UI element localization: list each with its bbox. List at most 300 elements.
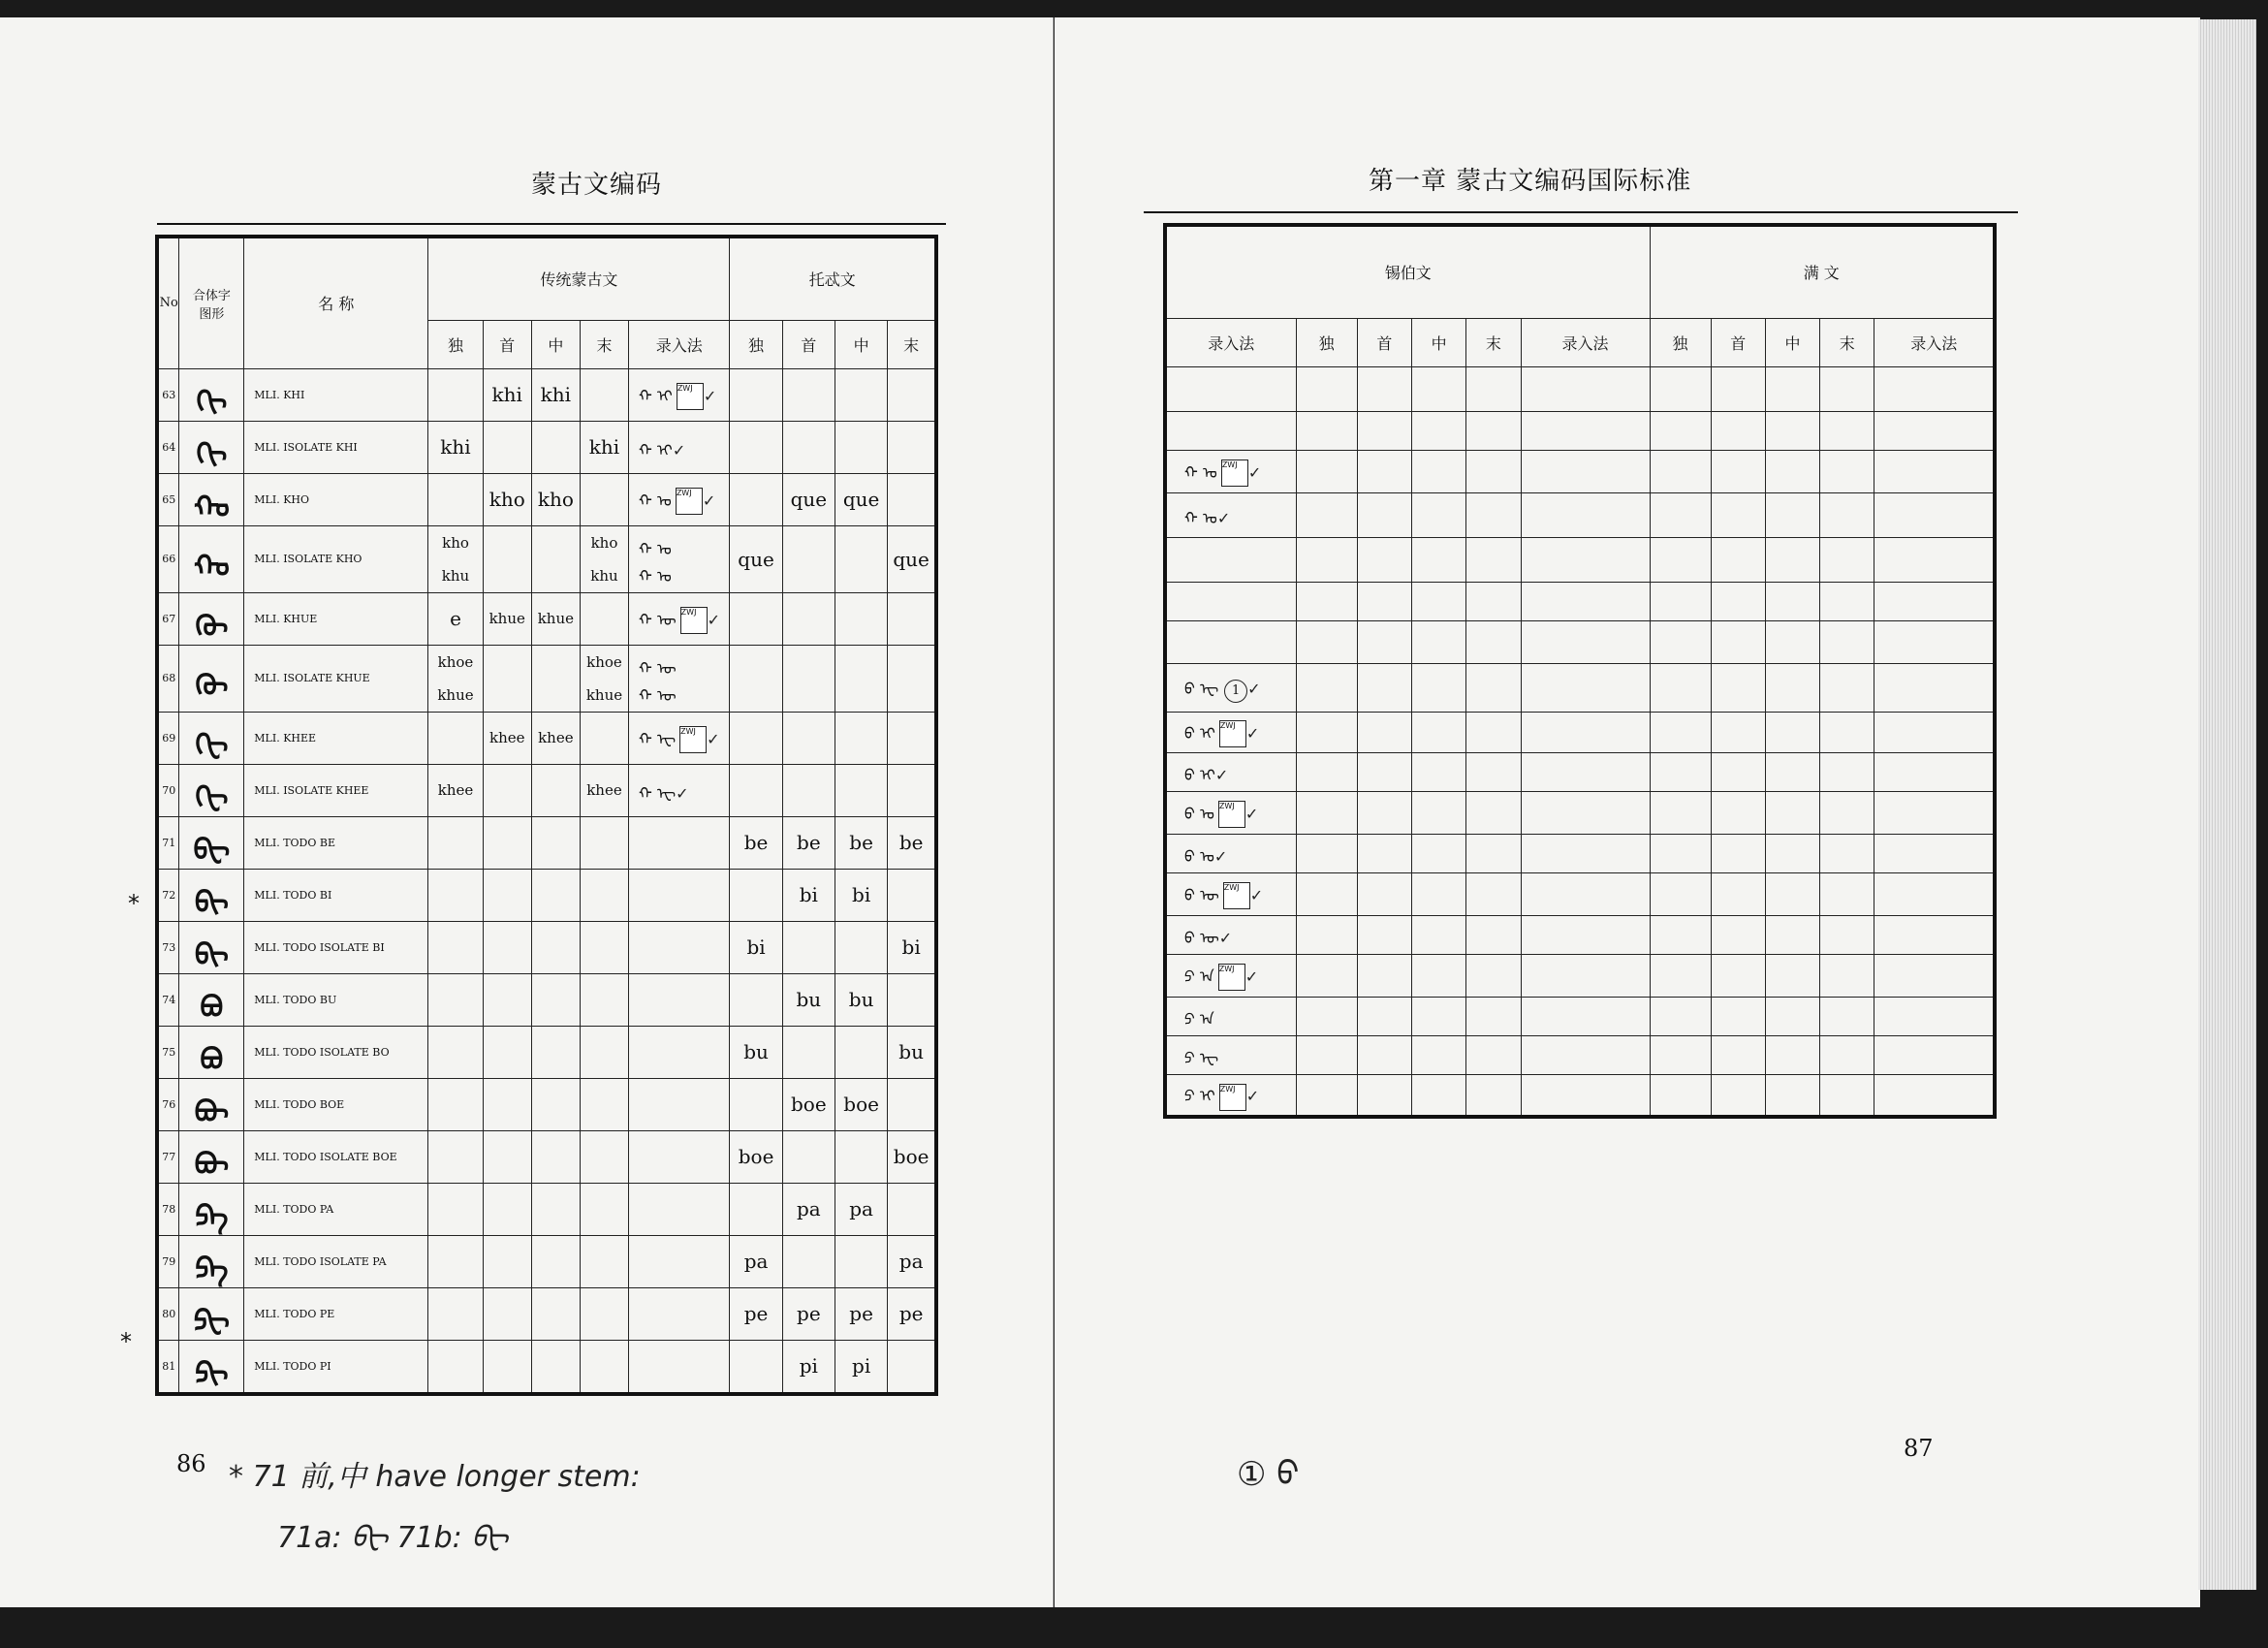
sibe-final xyxy=(1466,712,1521,752)
ligature-glyph: ᠪᠢ xyxy=(179,921,244,973)
input-method xyxy=(629,712,730,764)
todo-medial xyxy=(835,1026,887,1078)
manchu-initial xyxy=(1711,582,1765,620)
right-head-rule xyxy=(1144,211,2018,213)
medial-form xyxy=(531,1287,580,1340)
final-form xyxy=(580,921,628,973)
sibe-input xyxy=(1521,492,1650,537)
manchu-medial xyxy=(1765,954,1819,997)
sibe-input xyxy=(1521,954,1650,997)
input-method xyxy=(629,1078,730,1130)
sibe-initial xyxy=(1357,712,1411,752)
medial-form xyxy=(531,921,580,973)
todo-initial xyxy=(782,1130,835,1183)
header-todo-isolated: 独 xyxy=(730,320,782,368)
table-row xyxy=(1165,450,1995,492)
manchu-isolated xyxy=(1650,537,1711,582)
manchu-final xyxy=(1820,791,1874,834)
cell-line-2: khu xyxy=(590,566,618,585)
todo-final xyxy=(888,973,936,1026)
sibe-initial xyxy=(1357,537,1411,582)
initial-form xyxy=(483,525,531,592)
isolated-form: e xyxy=(428,592,483,645)
table-row xyxy=(1165,366,1995,411)
manchu-medial xyxy=(1765,450,1819,492)
checkmark-icon: ✓ xyxy=(1247,462,1262,482)
sibe-final xyxy=(1466,1035,1521,1074)
zwj-icon: ZWJ xyxy=(1221,460,1248,487)
sibe-isolated xyxy=(1296,752,1357,791)
row-number: 73 xyxy=(157,921,179,973)
checkmark-icon: ✓ xyxy=(1214,766,1229,784)
glyph-name: MLI. ISOLATE KHEE xyxy=(244,764,428,816)
medial-form xyxy=(531,1235,580,1287)
row-number: 72 xyxy=(157,869,179,921)
sibe-input-method xyxy=(1165,582,1296,620)
sibe-input-method xyxy=(1165,450,1296,492)
medial-form xyxy=(531,1183,580,1235)
checkmark-icon: ✓ xyxy=(1249,885,1264,904)
todo-initial: bu xyxy=(782,973,835,1026)
isolated-form xyxy=(428,1026,483,1078)
todo-final: bu xyxy=(888,1026,936,1078)
table-row xyxy=(1165,752,1995,791)
table-row xyxy=(157,764,936,816)
ligature-glyph: ᠪᠥ xyxy=(179,1078,244,1130)
header-manchu-initial: 首 xyxy=(1711,318,1765,366)
input-sequence: ᠪ ᠢ xyxy=(1184,766,1215,784)
input-line-2: ᠬ ᠥ xyxy=(639,685,677,705)
input-method xyxy=(629,525,730,592)
table-row xyxy=(1165,537,1995,582)
sibe-input-method xyxy=(1165,752,1296,791)
todo-initial xyxy=(782,764,835,816)
manchu-isolated xyxy=(1650,834,1711,872)
medial-form xyxy=(531,1130,580,1183)
table-row xyxy=(1165,872,1995,915)
final-form xyxy=(580,525,628,592)
sibe-initial xyxy=(1357,872,1411,915)
manchu-isolated xyxy=(1650,712,1711,752)
todo-final: be xyxy=(888,816,936,869)
todo-isolated xyxy=(730,869,782,921)
input-sequence: ᠪ ᠤ xyxy=(1184,847,1214,866)
todo-medial xyxy=(835,1235,887,1287)
glyph-name: MLI. TODO PA xyxy=(244,1183,428,1235)
input-sequence: ᠫ ᠢ xyxy=(1184,1087,1215,1105)
sibe-initial xyxy=(1357,791,1411,834)
table-row xyxy=(157,921,936,973)
sibe-input xyxy=(1521,712,1650,752)
row-number: 80 xyxy=(157,1287,179,1340)
input-sequence: ᠬ ᠧ xyxy=(639,729,677,748)
input-method xyxy=(629,1340,730,1394)
manchu-input xyxy=(1874,1035,1995,1074)
row-number: 79 xyxy=(157,1235,179,1287)
isolated-form xyxy=(428,368,483,421)
manchu-input xyxy=(1874,582,1995,620)
sibe-final xyxy=(1466,752,1521,791)
sibe-medial xyxy=(1411,752,1465,791)
todo-medial: bi xyxy=(835,869,887,921)
ligature-glyph: ᠬᠧ xyxy=(179,712,244,764)
header-traditional: 传统蒙古文 xyxy=(428,237,730,320)
manchu-medial xyxy=(1765,1035,1819,1074)
cell-line-2: khue xyxy=(585,685,623,704)
manchu-final xyxy=(1820,537,1874,582)
ligature-glyph: ᠬᠥ xyxy=(179,592,244,645)
sibe-final xyxy=(1466,997,1521,1035)
sibe-isolated xyxy=(1296,450,1357,492)
manchu-input xyxy=(1874,712,1995,752)
ligature-glyph: ᠫᠠ xyxy=(179,1183,244,1235)
sibe-input xyxy=(1521,411,1650,450)
manchu-medial xyxy=(1765,712,1819,752)
sibe-final xyxy=(1466,791,1521,834)
sibe-isolated xyxy=(1296,366,1357,411)
todo-medial: boe xyxy=(835,1078,887,1130)
input-method xyxy=(629,421,730,473)
sibe-medial xyxy=(1411,1074,1465,1117)
manchu-final xyxy=(1820,492,1874,537)
final-form xyxy=(580,869,628,921)
input-method xyxy=(629,921,730,973)
manchu-initial xyxy=(1711,712,1765,752)
sibe-isolated xyxy=(1296,915,1357,954)
table-row xyxy=(157,592,936,645)
header-isolated: 独 xyxy=(428,320,483,368)
manchu-medial xyxy=(1765,1074,1819,1117)
todo-initial: bi xyxy=(782,869,835,921)
manchu-initial xyxy=(1711,791,1765,834)
todo-isolated: pa xyxy=(730,1235,782,1287)
manchu-initial xyxy=(1711,872,1765,915)
header-manchu: 满 文 xyxy=(1650,225,1995,318)
input-method xyxy=(629,973,730,1026)
sibe-medial xyxy=(1411,997,1465,1035)
isolated-form: khi xyxy=(428,421,483,473)
todo-medial xyxy=(835,421,887,473)
manchu-final xyxy=(1820,663,1874,712)
table-row xyxy=(157,1183,936,1235)
table-row xyxy=(1165,1074,1995,1117)
glyph-name: MLI. KHO xyxy=(244,473,428,525)
header-manchu-isolated: 独 xyxy=(1650,318,1711,366)
manchu-final xyxy=(1820,582,1874,620)
header-todo-final: 末 xyxy=(888,320,936,368)
table-row xyxy=(157,816,936,869)
final-form xyxy=(580,1235,628,1287)
row-number: 66 xyxy=(157,525,179,592)
sibe-input-method xyxy=(1165,663,1296,712)
todo-isolated xyxy=(730,764,782,816)
final-form xyxy=(580,368,628,421)
input-sequence: ᠫ ᠧ xyxy=(1184,1049,1219,1067)
row-number: 76 xyxy=(157,1078,179,1130)
right-folio: 87 xyxy=(1904,1435,1934,1462)
input-sequence: ᠬ ᠢ xyxy=(639,386,673,405)
sibe-final xyxy=(1466,366,1521,411)
table-row xyxy=(157,645,936,712)
manchu-input xyxy=(1874,954,1995,997)
initial-form: khee xyxy=(483,712,531,764)
input-sequence: ᠬ ᠥ xyxy=(639,610,677,629)
todo-final xyxy=(888,473,936,525)
manchu-input xyxy=(1874,537,1995,582)
sibe-input-method xyxy=(1165,492,1296,537)
initial-form xyxy=(483,1130,531,1183)
todo-isolated: que xyxy=(730,525,782,592)
input-method xyxy=(629,1026,730,1078)
initial-form: kho xyxy=(483,473,531,525)
manchu-isolated xyxy=(1650,997,1711,1035)
final-form xyxy=(580,1183,628,1235)
todo-isolated: be xyxy=(730,816,782,869)
header-ligature-line2: 图形 xyxy=(199,306,225,322)
final-form: khee xyxy=(580,764,628,816)
row-number: 68 xyxy=(157,645,179,712)
sibe-input xyxy=(1521,1074,1650,1117)
manchu-medial xyxy=(1765,411,1819,450)
sibe-initial xyxy=(1357,450,1411,492)
sibe-medial xyxy=(1411,582,1465,620)
ligature-glyph: ᠬᠢ xyxy=(179,368,244,421)
todo-isolated xyxy=(730,712,782,764)
manchu-medial xyxy=(1765,752,1819,791)
manchu-final xyxy=(1820,1074,1874,1117)
header-final: 末 xyxy=(580,320,628,368)
manchu-initial xyxy=(1711,537,1765,582)
todo-initial: be xyxy=(782,816,835,869)
sibe-medial xyxy=(1411,411,1465,450)
manchu-medial xyxy=(1765,663,1819,712)
sibe-final xyxy=(1466,915,1521,954)
sibe-input-method xyxy=(1165,915,1296,954)
final-form xyxy=(580,1130,628,1183)
input-sequence: ᠬ ᠣ xyxy=(639,491,672,510)
manchu-input xyxy=(1874,1074,1995,1117)
table-row xyxy=(1165,1035,1995,1074)
sibe-isolated xyxy=(1296,620,1357,663)
glyph-name: MLI. TODO ISOLATE BI xyxy=(244,921,428,973)
cell-line-2: khu xyxy=(441,566,470,585)
book-page-edge xyxy=(2198,19,2256,1590)
input-method xyxy=(629,592,730,645)
manchu-final xyxy=(1820,997,1874,1035)
initial-form xyxy=(483,1183,531,1235)
sibe-final xyxy=(1466,872,1521,915)
table-row xyxy=(1165,411,1995,450)
manchu-input xyxy=(1874,450,1995,492)
header-todo-initial: 首 xyxy=(782,320,835,368)
sibe-final xyxy=(1466,834,1521,872)
manchu-isolated xyxy=(1650,582,1711,620)
glyph-name: MLI. ISOLATE KHUE xyxy=(244,645,428,712)
glyph-name: MLI. TODO BOE xyxy=(244,1078,428,1130)
manchu-isolated xyxy=(1650,663,1711,712)
final-form xyxy=(580,592,628,645)
manchu-isolated xyxy=(1650,411,1711,450)
isolated-form xyxy=(428,1235,483,1287)
sibe-input-method xyxy=(1165,791,1296,834)
ligature-glyph: ᠬᠣ xyxy=(179,473,244,525)
handwritten-star-71: * xyxy=(128,890,140,917)
sibe-input-method xyxy=(1165,954,1296,997)
manchu-initial xyxy=(1711,834,1765,872)
right-page xyxy=(1055,17,2200,1607)
sibe-medial xyxy=(1411,450,1465,492)
manchu-isolated xyxy=(1650,915,1711,954)
manchu-input xyxy=(1874,663,1995,712)
input-method xyxy=(629,1183,730,1235)
input-sequence: ᠪ ᠧ xyxy=(1184,680,1219,698)
sibe-input xyxy=(1521,537,1650,582)
todo-medial xyxy=(835,368,887,421)
todo-medial xyxy=(835,592,887,645)
todo-initial: pi xyxy=(782,1340,835,1394)
table-row xyxy=(157,525,936,592)
left-running-head: 蒙古文编码 xyxy=(531,171,663,200)
manchu-input xyxy=(1874,620,1995,663)
checkmark-icon: ✓ xyxy=(1245,1087,1260,1105)
medial-form xyxy=(531,525,580,592)
table-row xyxy=(157,368,936,421)
sibe-medial xyxy=(1411,1035,1465,1074)
sibe-initial xyxy=(1357,492,1411,537)
manchu-input xyxy=(1874,791,1995,834)
zwj-icon: ZWJ xyxy=(677,383,704,410)
table-row xyxy=(1165,834,1995,872)
sibe-final xyxy=(1466,537,1521,582)
header-manchu-final: 末 xyxy=(1820,318,1874,366)
sibe-isolated xyxy=(1296,791,1357,834)
initial-form xyxy=(483,1026,531,1078)
initial-form xyxy=(483,816,531,869)
todo-initial xyxy=(782,712,835,764)
sibe-input xyxy=(1521,582,1650,620)
final-form xyxy=(580,1340,628,1394)
sibe-medial xyxy=(1411,915,1465,954)
glyph-name: MLI. KHUE xyxy=(244,592,428,645)
checkmark-icon: ✓ xyxy=(707,610,721,629)
cell-line-1: khoe xyxy=(586,652,622,671)
glyph-name: MLI. TODO PI xyxy=(244,1340,428,1394)
sibe-medial xyxy=(1411,492,1465,537)
left-code-table xyxy=(155,235,938,1396)
todo-isolated xyxy=(730,473,782,525)
sibe-input-method xyxy=(1165,537,1296,582)
medial-form xyxy=(531,421,580,473)
ligature-glyph: ᠪᠤ xyxy=(179,1026,244,1078)
row-number: 75 xyxy=(157,1026,179,1078)
left-head-rule xyxy=(157,223,946,225)
sibe-input xyxy=(1521,791,1650,834)
manchu-final xyxy=(1820,954,1874,997)
manchu-medial xyxy=(1765,915,1819,954)
sibe-medial xyxy=(1411,791,1465,834)
input-method xyxy=(629,1235,730,1287)
zwj-icon: ZWJ xyxy=(1223,882,1250,909)
todo-isolated: bu xyxy=(730,1026,782,1078)
medial-form: khee xyxy=(531,712,580,764)
manchu-isolated xyxy=(1650,620,1711,663)
medial-form: khue xyxy=(531,592,580,645)
manchu-initial xyxy=(1711,492,1765,537)
manchu-input xyxy=(1874,366,1995,411)
sibe-final xyxy=(1466,411,1521,450)
table-row xyxy=(157,1235,936,1287)
isolated-form xyxy=(428,1183,483,1235)
checkmark-icon: ✓ xyxy=(1244,967,1259,986)
header-sibe-initial: 首 xyxy=(1357,318,1411,366)
sibe-initial xyxy=(1357,954,1411,997)
checkmark-icon: ✓ xyxy=(1247,680,1261,698)
header-name: 名 称 xyxy=(244,237,428,368)
right-code-table xyxy=(1163,223,1997,1119)
sibe-final xyxy=(1466,663,1521,712)
todo-medial: que xyxy=(835,473,887,525)
initial-form xyxy=(483,1340,531,1394)
isolated-form xyxy=(428,1340,483,1394)
initial-form xyxy=(483,1078,531,1130)
row-number: 81 xyxy=(157,1340,179,1394)
table-row xyxy=(1165,492,1995,537)
cell-line-1: kho xyxy=(442,533,469,552)
glyph-name: MLI. KHEE xyxy=(244,712,428,764)
zwj-icon: ZWJ xyxy=(1219,720,1246,747)
manchu-input xyxy=(1874,492,1995,537)
final-form xyxy=(580,1078,628,1130)
header-manchu-input: 录入法 xyxy=(1874,318,1995,366)
zwj-icon: ZWJ xyxy=(1218,964,1245,991)
manchu-isolated xyxy=(1650,1074,1711,1117)
todo-final xyxy=(888,421,936,473)
manchu-initial xyxy=(1711,752,1765,791)
header-sibe-isolated: 独 xyxy=(1296,318,1357,366)
todo-final: que xyxy=(888,525,936,592)
sibe-initial xyxy=(1357,620,1411,663)
checkmark-icon: ✓ xyxy=(702,491,716,510)
initial-form: khue xyxy=(483,592,531,645)
sibe-initial xyxy=(1357,834,1411,872)
header-no: No xyxy=(157,237,179,368)
input-method xyxy=(629,368,730,421)
todo-medial xyxy=(835,525,887,592)
manchu-isolated xyxy=(1650,492,1711,537)
sibe-input-method xyxy=(1165,834,1296,872)
initial-form xyxy=(483,1287,531,1340)
isolated-form: khee xyxy=(428,764,483,816)
table-row xyxy=(157,1287,936,1340)
left-page xyxy=(0,17,1054,1607)
checkmark-icon: ✓ xyxy=(703,386,717,405)
todo-isolated xyxy=(730,1078,782,1130)
sibe-isolated xyxy=(1296,997,1357,1035)
ligature-glyph: ᠬᠧ xyxy=(179,764,244,816)
isolated-form xyxy=(428,1130,483,1183)
glyph-name: MLI. TODO PE xyxy=(244,1287,428,1340)
todo-isolated xyxy=(730,645,782,712)
manchu-medial xyxy=(1765,492,1819,537)
handwritten-star-80: * xyxy=(120,1328,132,1355)
sibe-input-method xyxy=(1165,1035,1296,1074)
manchu-isolated xyxy=(1650,1035,1711,1074)
todo-isolated xyxy=(730,973,782,1026)
manchu-initial xyxy=(1711,997,1765,1035)
manchu-isolated xyxy=(1650,450,1711,492)
input-method xyxy=(629,1287,730,1340)
sibe-medial xyxy=(1411,954,1465,997)
